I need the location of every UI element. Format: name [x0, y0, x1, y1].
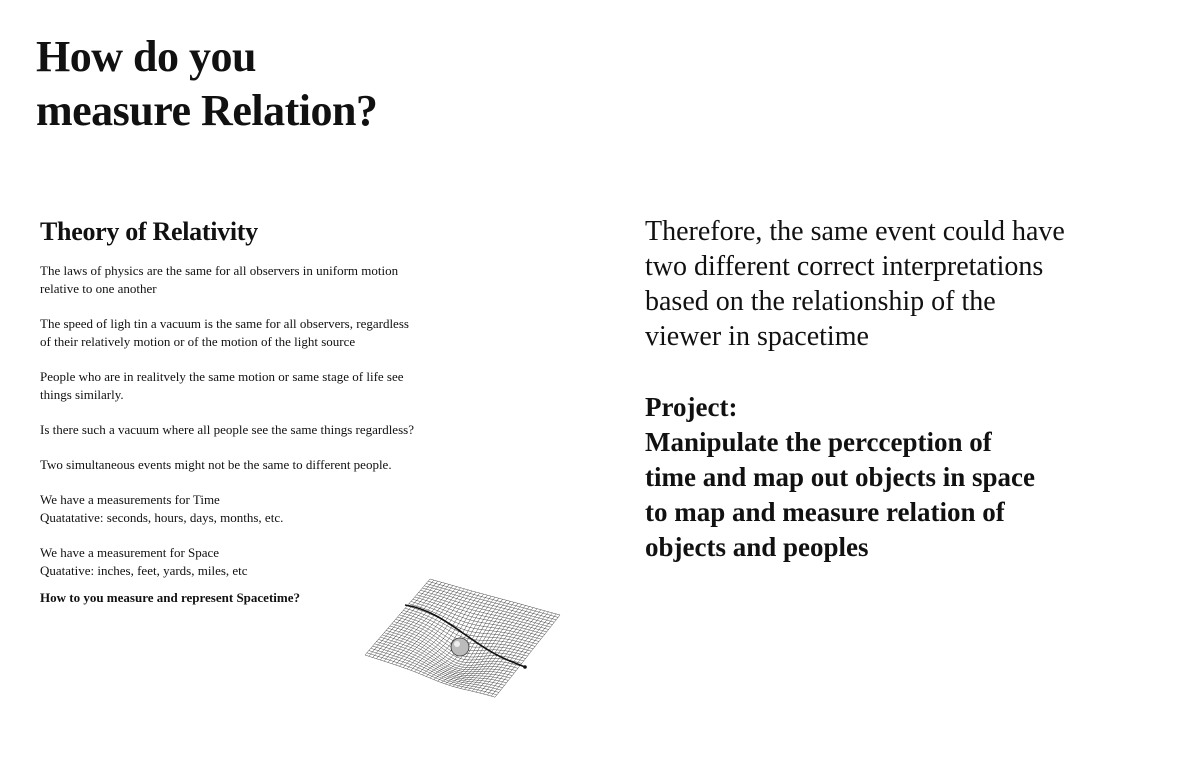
- theory-heading: Theory of Relativity: [40, 217, 258, 246]
- spacetime-question: How to you measure and represent Spacetime?: [40, 590, 300, 605]
- theory-section: [40, 214, 480, 624]
- paragraph-line: Quatative: inches, feet, yards, miles, etc: [40, 563, 248, 578]
- conclusion-section: [645, 214, 1125, 565]
- paragraph-line: Quatatative: seconds, hours, days, months, etc.: [40, 510, 284, 525]
- paragraph-line: of their relatively motion or of the motion of the light source: [40, 334, 356, 349]
- project-block: [645, 390, 1125, 565]
- project-line: to map and measure relation of: [645, 497, 1005, 527]
- grid-line: [365, 655, 495, 697]
- statement-line: viewer in spacetime: [645, 321, 869, 352]
- grid-line: [476, 610, 541, 692]
- project-line: objects and peoples: [645, 532, 869, 562]
- spacetime-curvature-grid-icon: [360, 575, 565, 700]
- paragraph-line: Is there such a vacuum where all people see the same things regardless?: [40, 422, 414, 437]
- statement-line: two different correct interpretations: [645, 251, 1044, 282]
- page-title-line-1: How do you: [36, 32, 256, 81]
- paragraph-line: The speed of ligh tin a vacuum is the same for all observers, regardless: [40, 316, 409, 331]
- page-title: [36, 30, 377, 138]
- project-line: time and map out objects in space: [645, 462, 1035, 492]
- page-title-line-2: measure Relation?: [36, 86, 378, 135]
- paragraph-line: relative to one another: [40, 281, 157, 296]
- paragraph-line: We have a measurements for Time: [40, 492, 220, 507]
- statement-line: Therefore, the same event could have: [645, 216, 1065, 247]
- light-path-dot: [523, 665, 527, 669]
- paragraph-line: We have a measurement for Space: [40, 545, 220, 560]
- project-label: Project:: [645, 392, 738, 422]
- theory-paragraph-6: [40, 491, 480, 527]
- theory-paragraph-3: [40, 368, 480, 404]
- conclusion-statement: [645, 214, 1125, 354]
- grid-line: [430, 579, 560, 615]
- mass-sphere: [451, 638, 469, 656]
- theory-paragraph-2: [40, 315, 480, 351]
- paragraph-line: Two simultaneous events might not be the same to different people.: [40, 457, 392, 472]
- statement-line: based on the relationship of the: [645, 286, 996, 317]
- theory-paragraph-5: [40, 456, 480, 474]
- paragraph-line: The laws of physics are the same for all observers in uniform motion: [40, 263, 399, 278]
- project-line: Manipulate the percception of: [645, 427, 992, 457]
- theory-paragraph-1: [40, 262, 480, 298]
- paragraph-line: things similarly.: [40, 387, 124, 402]
- theory-paragraph-4: [40, 421, 480, 439]
- grid-line: [392, 587, 457, 664]
- grid-line: [373, 646, 503, 688]
- paragraph-line: People who are in realitvely the same motion or same stage of life see: [40, 369, 404, 384]
